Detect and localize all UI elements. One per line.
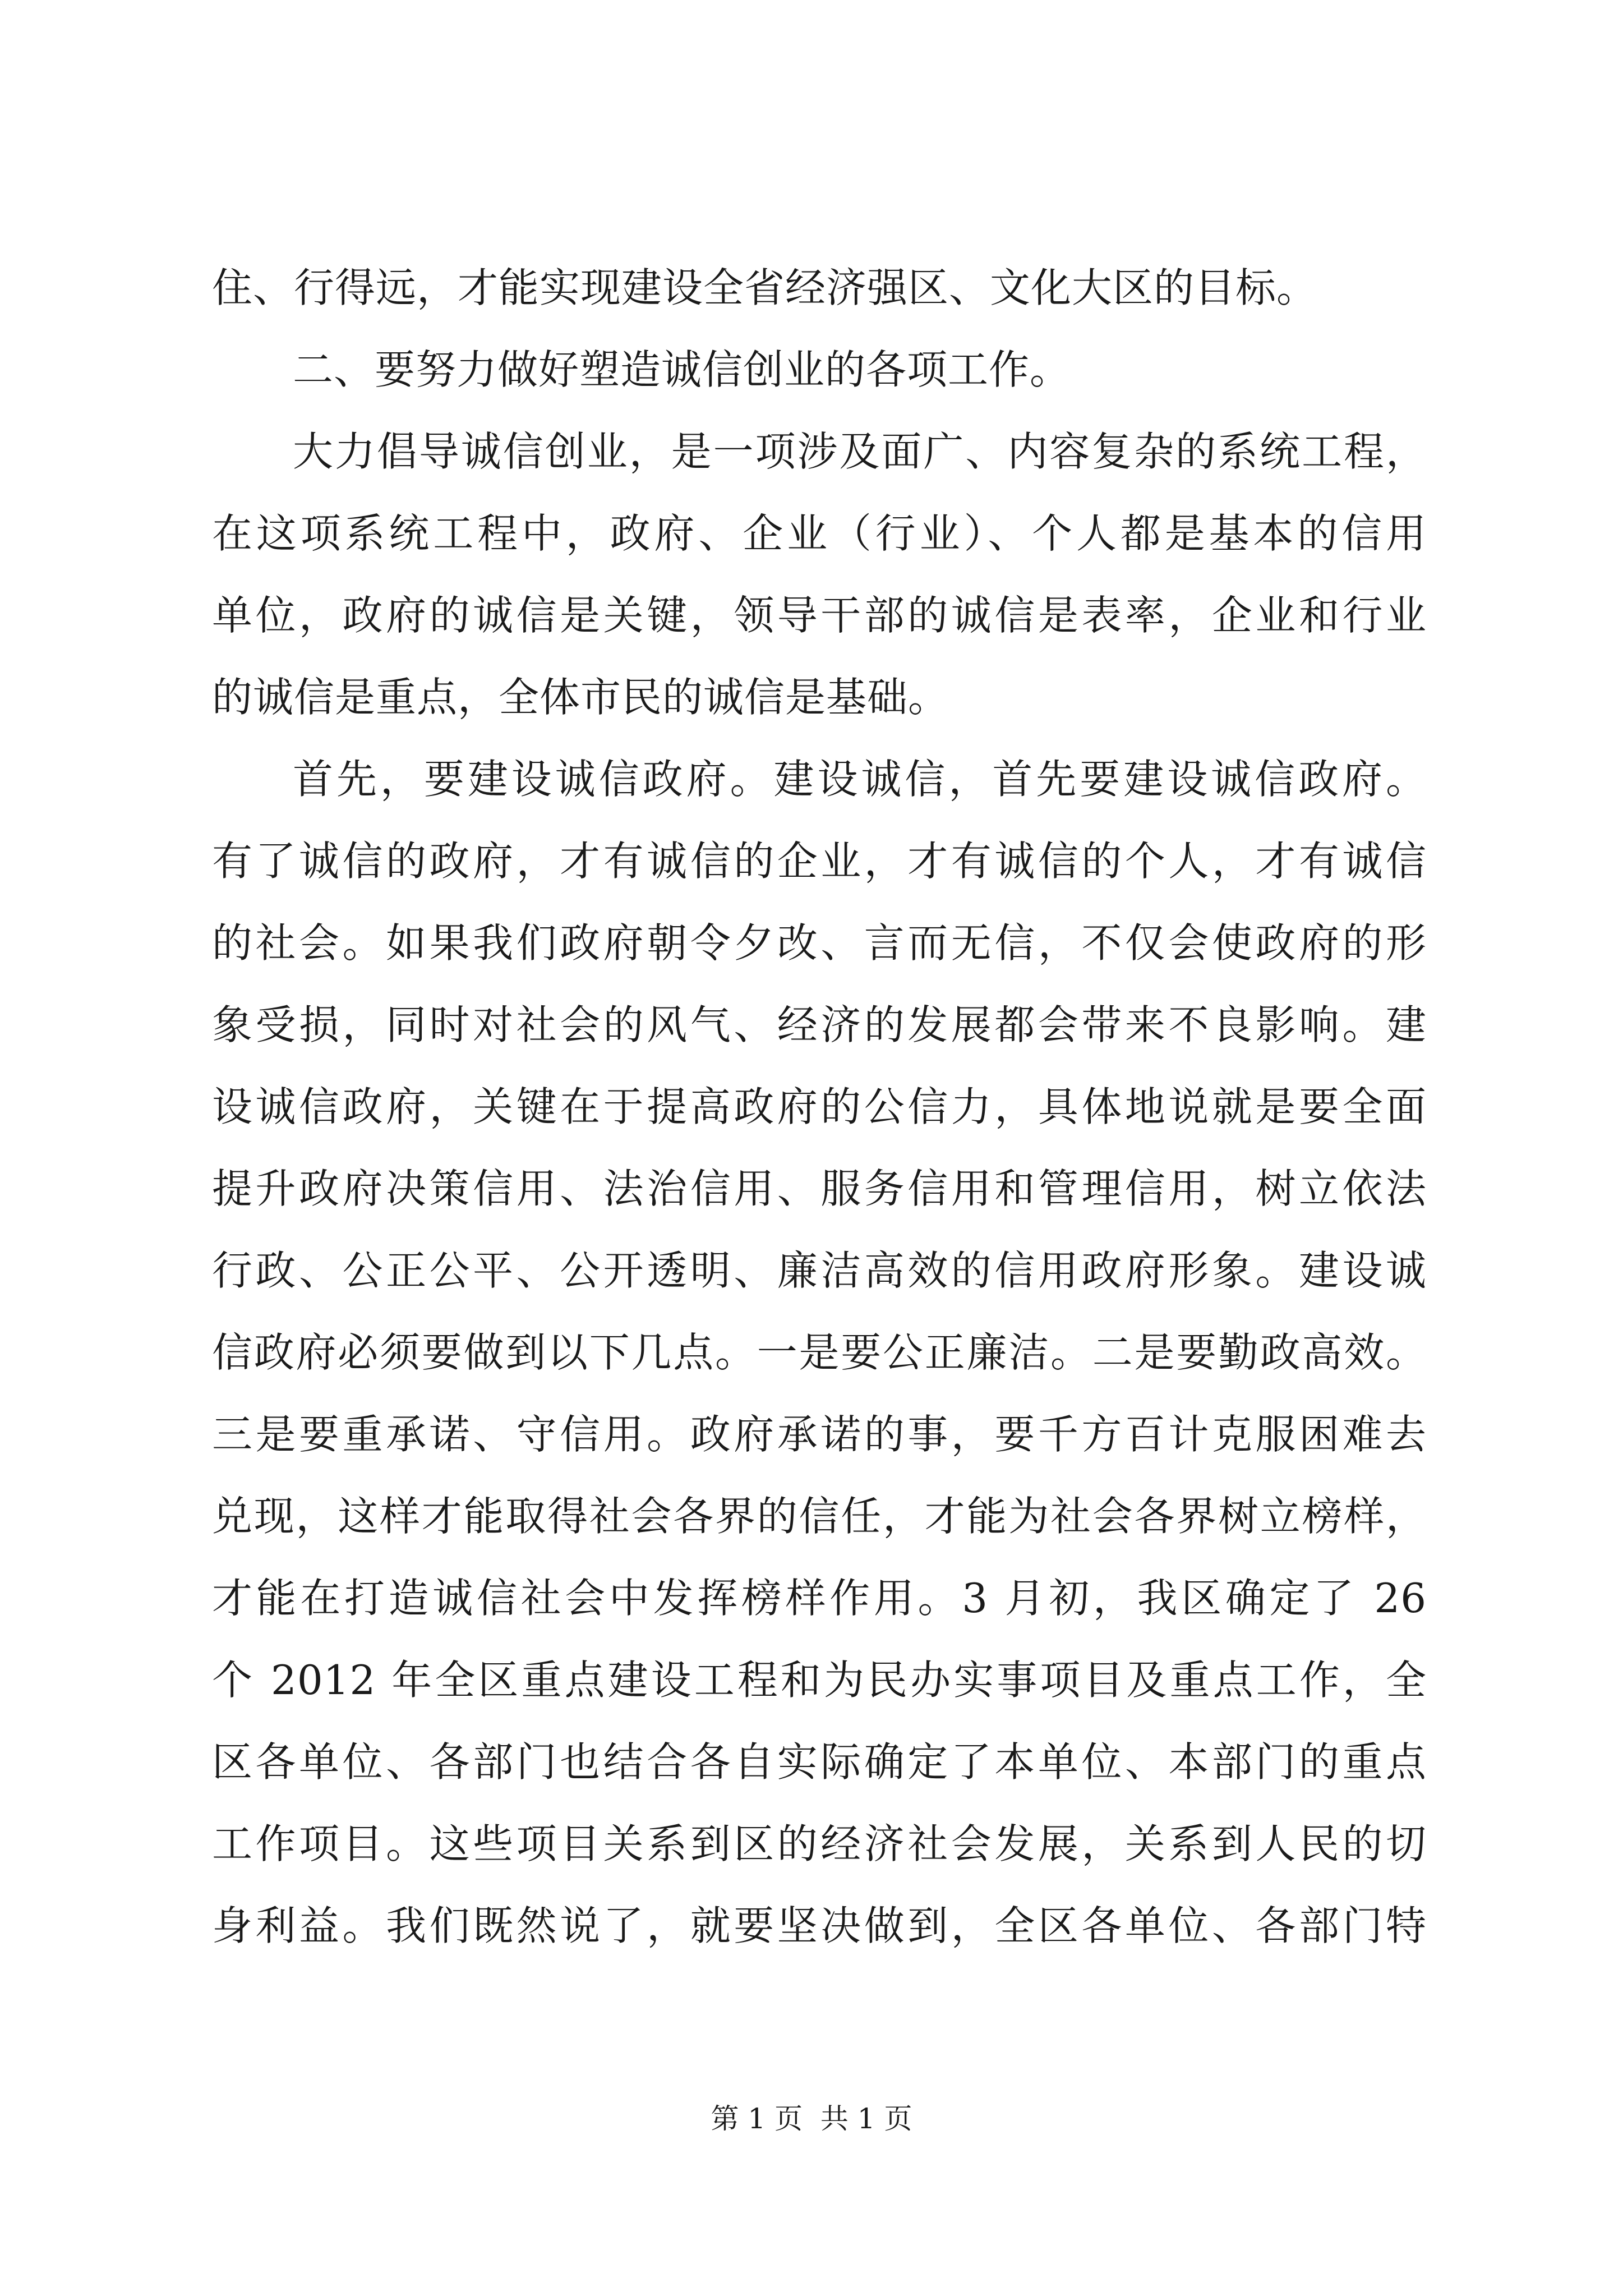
text-line-7: 首先，要建设诚信政府。建设诚信，首先要建设诚信政府。 bbox=[293, 756, 1427, 803]
text-line-4: 在这项系统工程中，政府、企业（行业）、个人都是基本的信用 bbox=[212, 510, 1427, 557]
section-heading-2: 二、要努力做好塑造诚信创业的各项工作。 bbox=[293, 346, 1071, 393]
text-line-11: 设诚信政府，关键在于提高政府的公信力，具体地说就是要全面 bbox=[212, 1083, 1427, 1130]
text-line-21: 身利益。我们既然说了，就要坚决做到，全区各单位、各部门特 bbox=[212, 1902, 1427, 1949]
body-text bbox=[212, 247, 1427, 1967]
text-line-15: 三是要重承诺、守信用。政府承诺的事，要千方百计克服困难去 bbox=[212, 1411, 1427, 1458]
page-number-label: 第 1 页 共 1 页 bbox=[711, 2102, 912, 2135]
text-line-5: 单位，政府的诚信是关键，领导干部的诚信是表率，企业和行业 bbox=[212, 592, 1427, 639]
text-line-9: 的社会。如果我们政府朝令夕改、言而无信，不仅会使政府的形 bbox=[212, 919, 1427, 967]
text-line-8: 有了诚信的政府，才有诚信的企业，才有诚信的个人，才有诚信 bbox=[212, 838, 1427, 885]
text-line-14: 信政府必须要做到以下几点。一是要公正廉洁。二是要勤政高效。 bbox=[212, 1329, 1427, 1376]
text-line-10: 象受损，同时对社会的风气、经济的发展都会带来不良影响。建 bbox=[212, 1001, 1427, 1048]
text-line-19: 区各单位、各部门也结合各自实际确定了本单位、本部门的重点 bbox=[212, 1738, 1427, 1786]
page-footer bbox=[0, 2099, 1623, 2138]
text-line-6: 的诚信是重点，全体市民的诚信是基础。 bbox=[212, 674, 949, 721]
text-line-13: 行政、公正公平、公开透明、廉洁高效的信用政府形象。建设诚 bbox=[212, 1247, 1427, 1294]
text-line-20: 工作项目。这些项目关系到区的经济社会发展，关系到人民的切 bbox=[212, 1820, 1427, 1867]
text-line-18: 个 2012 年全区重点建设工程和为民办实事项目及重点工作，全 bbox=[212, 1657, 1427, 1704]
text-line-3: 大力倡导诚信创业，是一项涉及面广、内容复杂的系统工程， bbox=[293, 428, 1427, 475]
text-line-12: 提升政府决策信用、法治信用、服务信用和管理信用，树立依法 bbox=[212, 1165, 1427, 1212]
text-line-16: 兑现，这样才能取得社会各界的信任，才能为社会各界树立榜样， bbox=[212, 1493, 1427, 1540]
text-line-1: 住、行得远，才能实现建设全省经济强区、文化大区的目标。 bbox=[212, 264, 1318, 311]
text-line-17: 才能在打造诚信社会中发挥榜样作用。3 月初，我区确定了 26 bbox=[212, 1575, 1427, 1622]
